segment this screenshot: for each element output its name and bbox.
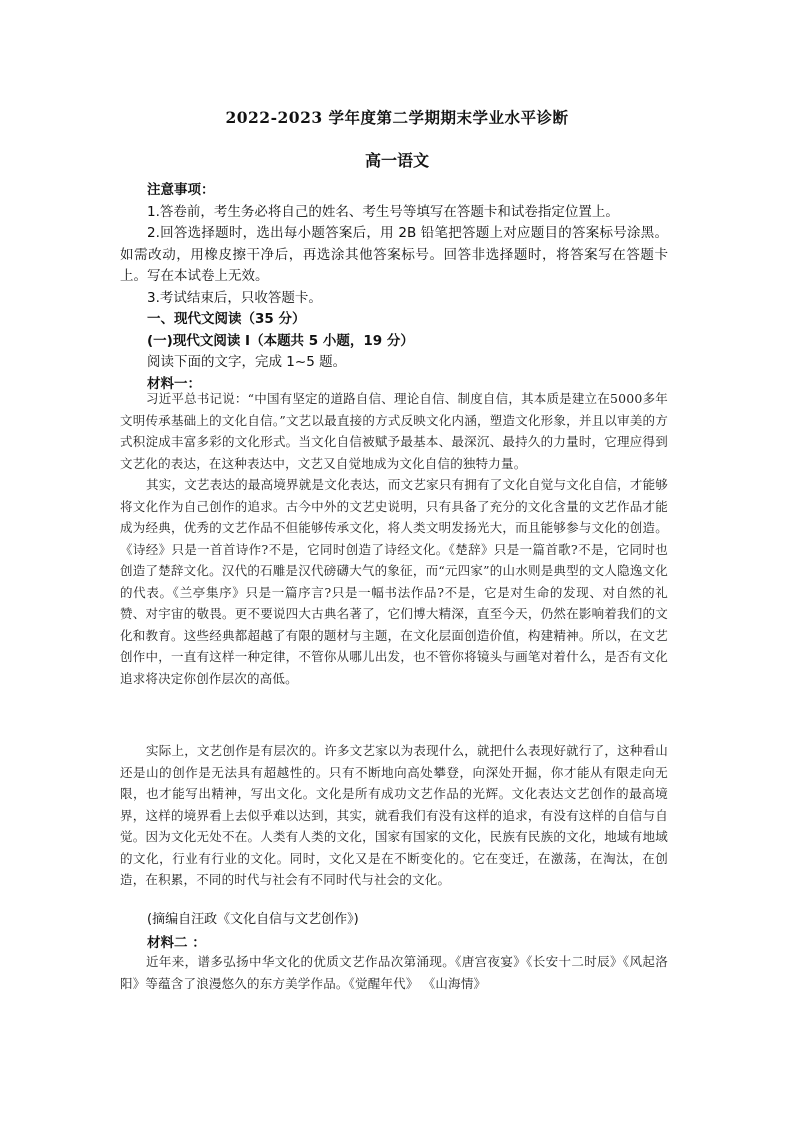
material-1-label: 材料一： xyxy=(147,375,201,392)
material-1-paragraph-1: 习近平总书记说：“中国有坚定的道路自信、理论自信、制度自信，其本质是建立在5000多年文明传承基础上的文化自信。”文艺以最直接的方式反映文化内涵，塑造文化形象，并且以审美的方式积淀成丰富多彩的文化形式。当文化自信被赋予最基本、最深沉、最持久的力量时，它理应得到文艺化的表达，在这种表达中，文艺又自觉地成为文化自信的独特力量。 xyxy=(120,391,668,471)
notice-item-3: 3.考试结束后，只收答题卡。 xyxy=(147,289,322,306)
material-1-paragraph-3: 实际上，文艺创作是有层次的。许多文艺家以为表现什么，就把什么表现好就行了，这种看山还是山的创作是无法具有超越性的。只有不断地向高处攀登，向深处开掘，你才能从有限走向无限，也才能写出精神，写出文化。文化是所有成功文艺作品的光辉。文化表达文艺创作的最高境界，这样的境界看上去似乎难以达到，其实，就看我们有没有这样的追求，有没有这样的自信与自觉。因为文化无处不在。人类有人类的文化，国家有国家的文化，民族有民族的文化，地域有地域的文化，行业有行业的文化。同时，文化又是在不断变化的。它在变迁，在激荡，在淘汰，在创造，在积累，不同的时代与社会有不同时代与社会的文化。 xyxy=(120,743,668,887)
notice-section xyxy=(120,180,668,395)
material-2-label: 材料二 ： xyxy=(147,935,206,951)
source-citation: (摘编自汪政《文化自信与文艺创作》) xyxy=(147,912,359,927)
subsection-heading: (一)现代文阅读 I（本题共 5 小题，19 分） xyxy=(147,332,414,349)
exam-title: 2022-2023 学年度第二学期期末学业水平诊断 xyxy=(225,108,569,127)
material-2-body xyxy=(120,951,668,994)
material-1-body xyxy=(120,388,668,689)
material-2-paragraph-1: 近年来，谱多弘扬中华文化的优质文艺作品次第涌现。《唐宫夜宴》《长安十二时辰》《风起洛阳》等蕴含了浪漫悠久的东方美学作品。《觉醒年代》 《山海情》 xyxy=(120,954,668,991)
section-heading: 一、现代文阅读（35 分） xyxy=(147,311,306,327)
notice-item-1: 1.答卷前，考生务必将自己的姓名、考生号等填写在答题卡和试卷指定位置上。 xyxy=(147,203,619,220)
notice-item-2: 2.回答选择题时，选出每小题答案后，用 2B 铅笔把答题上对应题目的答案标号涂黑。如需改动，用橡皮擦干净后，再选涂其他答案标号。回答非选择题时，将答案写在答题卡上。写在本试卷上无效。 xyxy=(120,225,668,284)
notice-heading: 注意事项： xyxy=(147,182,215,198)
material-1-paragraph-2: 其实，文艺表达的最高境界就是文化表达，而文艺家只有拥有了文化自觉与文化自信，才能够将文化作为自己创作的追求。古今中外的文艺史说明，只有具备了充分的文化含量的文艺作品才能成为经典，优秀的文艺作品不但能够传承文化，将人类文明发扬光大，而且能够参与文化的创造。《诗经》只是一首首诗作?不是，它同时创造了诗经文化。《楚辞》只是一篇首歌?不是，它同时也创造了楚辞文化。汉代的石雕是汉代磅礴大气的象征，而“元四家”的山水则是典型的文人隐逸文化的代表。《兰亭集序》只是一篇序言?只是一幅书法作品?不是，它是对生命的发现、对自然的礼赞、对宇宙的敬畏。更不要说四大古典名著了，它们博大精深，直至今天，仍然在影响着我们的文化和教育。这些经典都超越了有限的题材与主题，在文化层面创造价值，构建精神。所以，在文艺创作中，一直有这样一种定律，不管你从哪儿出发，也不管你将镜头与画笔对着什么，是否有文化追求将决定你创作层次的高低。 xyxy=(120,477,668,686)
material-1-body-continued xyxy=(120,740,668,891)
exam-subject: 高一语文 xyxy=(364,151,429,170)
reading-instruction: 阅读下面的文字，完成 1~5 题。 xyxy=(147,354,347,370)
